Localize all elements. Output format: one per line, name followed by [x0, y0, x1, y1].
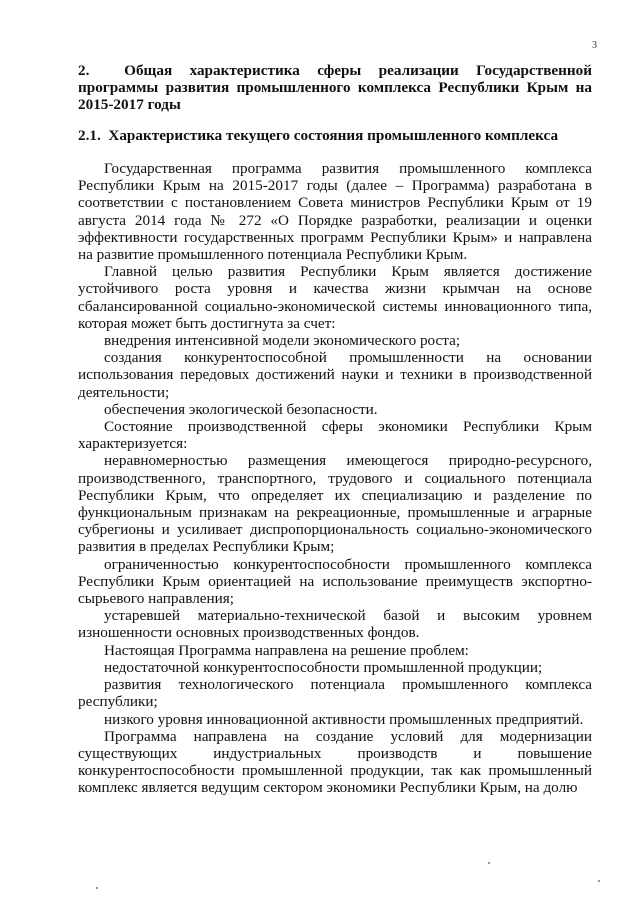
list-item-tech-potential: развития технологического потенциала промышленного комплекса республики; [78, 676, 592, 711]
scan-speck [598, 880, 600, 882]
paragraph-intro: Государственная программа развития промышленного комплекса Республики Крым на 2015-2017 годы (далее – Программа) разработана в соответствии с постановлением Совета министров Республики Крым от 19 августа 2014 года № 272 «О Порядке разработки, реализации и оценки эффективности государственных программ Республики Крым» и направлена на развитие промышленного потенциала Республики Крым. [78, 160, 592, 264]
page-content [78, 62, 592, 797]
list-item-competitive-industry: создания конкурентоспособной промышленности на основании использования передовых достижений науки и техники в производственной деятельности; [78, 349, 592, 401]
subsection-heading: 2.1. Характеристика текущего состояния промышленного комплекса [78, 127, 559, 144]
scan-speck [488, 862, 490, 864]
list-item-limited-competitiveness: ограниченностью конкурентоспособности промышленного комплекса Республики Крым ориентацией на использование преимуществ экспортно-сырьевого направления; [78, 555, 592, 608]
paragraph-main-goal: Главной целью развития Республики Крым является достижение устойчивого роста уровня и качества жизни крымчан на основе сбалансированной социально-экономической системы инновационного типа, которая может быть достигнута за счет: [78, 263, 592, 332]
body-text [78, 160, 592, 797]
paragraph-state: Состояние производственной сферы экономики Республики Крым характеризуется: [78, 418, 592, 453]
list-item-growth-model: внедрения интенсивной модели экономического роста; [104, 332, 461, 350]
list-item-low-innovation: низкого уровня инновационной активности промышленных предприятий. [104, 710, 584, 728]
list-item-ecology: обеспечения экологической безопасности. [104, 400, 378, 418]
paragraph-problems: Настоящая Программа направлена на решение проблем: [104, 641, 469, 659]
list-item-insufficient-competitiveness: недостаточной конкурентоспособности промышленной продукции; [104, 658, 543, 676]
list-item-uneven-placement: неравномерностью размещения имеющегося природно-ресурсного, производственного, транспортного, трудового и социального потенциала Республики Крым, что определяет их специализацию и разделение по функциональным признакам на рекреационные, промышленные и аграрные субрегионы и усиливает диспропорциональность социально-экономического развития в пределах Республики Крым; [78, 452, 592, 556]
scan-speck [96, 887, 98, 889]
section-heading: 2. Общая характеристика сферы реализации Государственной программы развития промышленного комплекса Республики Крым на 2015-2017 годы [78, 62, 592, 113]
page-number: 3 [592, 40, 597, 51]
paragraph-modernization: Программа направлена на создание условий для модернизации существующих индустриальных производств и повышение конкурентоспособности промышленной продукции, так как промышленный комплекс является ведущим сектором экономики Республики Крым, на долю [78, 727, 592, 797]
list-item-outdated-base: устаревшей материально-технической базой и высоким уровнем изношенности основных производственных фондов. [78, 607, 592, 642]
